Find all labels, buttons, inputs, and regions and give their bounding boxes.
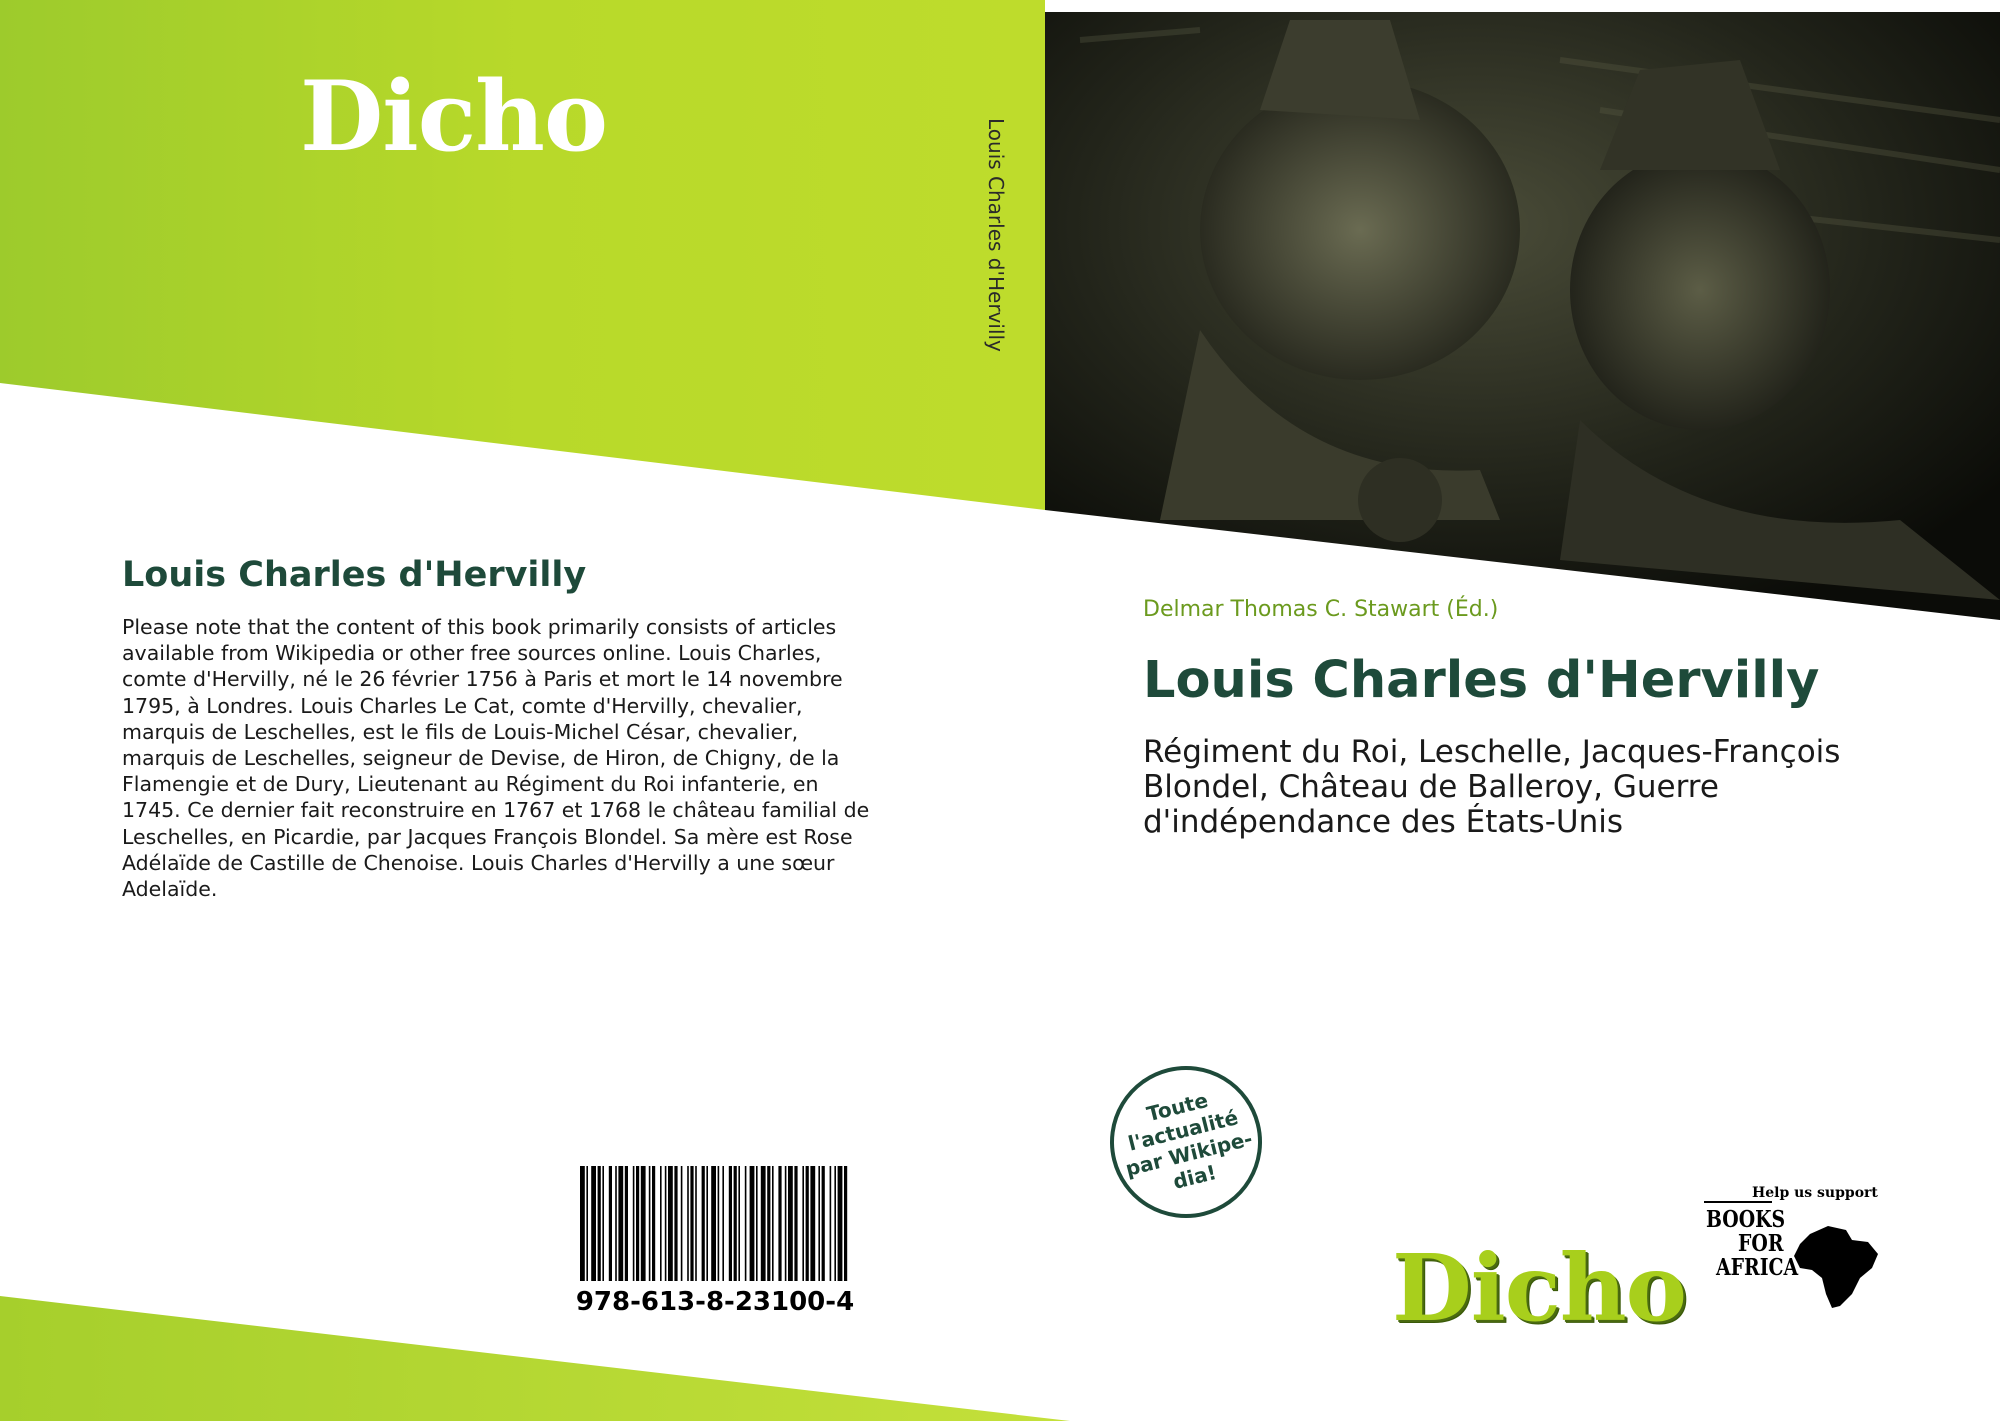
barcode-bar <box>838 1166 843 1281</box>
barcode-bar <box>706 1166 708 1281</box>
barcode-bar <box>633 1166 635 1281</box>
barcode-bar <box>806 1166 809 1281</box>
barcode-bar <box>665 1166 667 1281</box>
back-cover-description: Please note that the content of this book primarily consists of articles available from Wikipedia or other free sources online. Louis Charles, comte d'Hervilly, né le 26 février 1756 à Paris et mort le 14 novembre 1795, à Londres. Louis Charles Le Cat, comte d'Hervilly, chevalier, marquis de Leschelles, est le fils de Louis-Michel César, chevalier, marquis de Leschelles, seigneur de Devise, de Hiron, de Chigny, de la Flamengie et de Dury, Lieutenant au Régiment du Roi infanterie, en 1745. Ce dernier fait reconstruire en 1767 et 1768 le château familial de Leschelles, en Picardie, par Jacques François Blondel. Sa mère est Rose Adélaïde de Castille de Chenoise. Louis Charles d'Hervilly a une sœur Adelaïde. <box>122 615 870 902</box>
editor-name: Delmar Thomas C. Stawart (Éd.) <box>1143 597 1499 622</box>
barcode-bar <box>687 1166 689 1281</box>
front-publisher-logo: Dicho <box>1392 1234 1686 1342</box>
barcode-bar <box>756 1166 758 1281</box>
barcode-bar <box>690 1166 693 1281</box>
barcode-bar <box>794 1166 797 1281</box>
barcode-bar <box>830 1166 832 1281</box>
barcode-bar <box>602 1166 604 1281</box>
africa-map-icon <box>1794 1226 1878 1308</box>
barcode-bar <box>681 1166 683 1281</box>
barcode <box>578 1166 850 1281</box>
barcode-bar <box>729 1166 732 1281</box>
isbn-number: 978-613-8-23100-4 <box>575 1287 855 1317</box>
barcode-bar <box>580 1166 585 1281</box>
barcode-bar <box>641 1166 646 1281</box>
bfa-help-text: Help us support <box>1752 1185 1878 1201</box>
bfa-for: FOR <box>1738 1230 1784 1257</box>
barcode-bar <box>702 1166 705 1281</box>
spine-title: Louis Charles d'Hervilly <box>984 118 1008 352</box>
barcode-bar <box>810 1166 815 1281</box>
barcode-bar <box>711 1166 716 1281</box>
barcode-bar <box>785 1166 787 1281</box>
front-cover-title: Louis Charles d'Hervilly <box>1143 651 1820 710</box>
barcode-bar <box>844 1166 847 1281</box>
bfa-books: BOOKS <box>1706 1206 1786 1233</box>
barcode-bar <box>772 1166 774 1281</box>
barcode-bar <box>649 1166 651 1281</box>
barcode-bar <box>652 1166 655 1281</box>
barcode-bar <box>745 1166 747 1281</box>
barcode-bar <box>767 1166 770 1281</box>
back-publisher-logo: Dicho <box>300 60 607 173</box>
barcode-bar <box>818 1166 820 1281</box>
back-cover-title: Louis Charles d'Hervilly <box>122 555 587 595</box>
barcode-bar <box>734 1166 737 1281</box>
barcode-bar <box>674 1166 677 1281</box>
barcode-bar <box>618 1166 623 1281</box>
barcode-bar <box>738 1166 740 1281</box>
barcode-bar <box>822 1166 825 1281</box>
front-cover-subtitle: Régiment du Roi, Leschelle, Jacques-François Blondel, Château de Balleroy, Guerre d'indépendance des États-Unis <box>1143 734 1841 840</box>
barcode-bar <box>750 1166 755 1281</box>
barcode-bar <box>778 1166 781 1281</box>
barcode-bar <box>788 1166 793 1281</box>
barcode-bar <box>761 1166 766 1281</box>
barcode-bar <box>834 1166 836 1281</box>
barcode-bar <box>586 1166 588 1281</box>
barcode-bar <box>598 1166 601 1281</box>
barcode-bar <box>591 1166 596 1281</box>
barcode-bar <box>722 1166 724 1281</box>
barcode-bar <box>802 1166 804 1281</box>
barcode-bar <box>660 1166 662 1281</box>
barcode-bar <box>695 1166 697 1281</box>
bottom-green-stripe <box>0 1296 1070 1421</box>
barcode-bar <box>609 1166 612 1281</box>
barcode-bar <box>625 1166 628 1281</box>
barcode-bar <box>718 1166 720 1281</box>
cover-photo <box>1045 12 2000 620</box>
bfa-africa: AFRICA <box>1716 1254 1799 1281</box>
barcode-bar <box>668 1166 673 1281</box>
badge-text: Toute l'actualité par Wikipe- dia! <box>1122 1087 1255 1194</box>
barcode-bar <box>636 1166 639 1281</box>
barcode-bar <box>615 1166 617 1281</box>
